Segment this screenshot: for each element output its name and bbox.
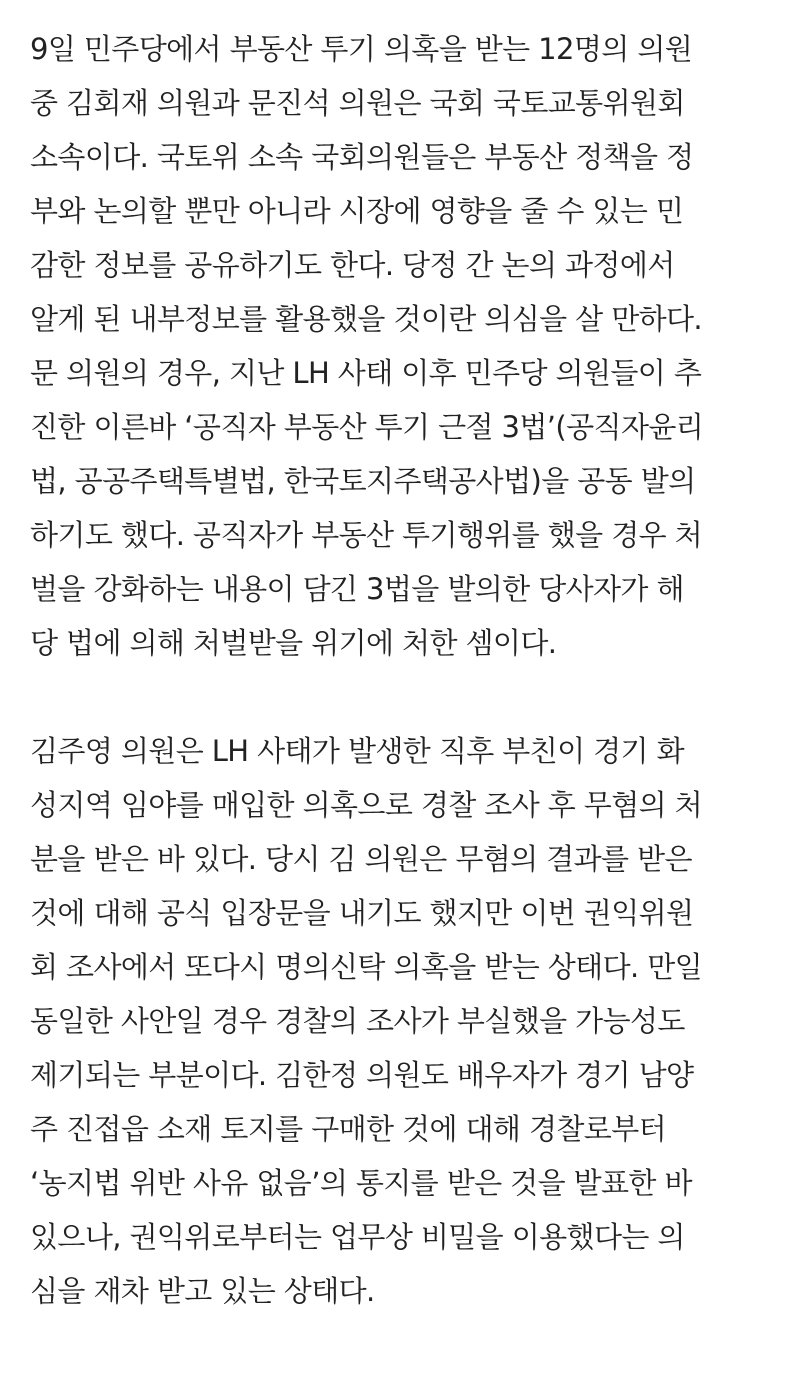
- text-line: 주 진접읍 소재 토지를 구매한 것에 대해 경찰로부터: [30, 1112, 667, 1146]
- text-line: 문 의원의 경우, 지난 LH 사태 이후 민주당 의원들이 추: [30, 356, 702, 390]
- text-line: 김주영 의원은 LH 사태가 발생한 직후 부친이 경기 화: [30, 734, 684, 768]
- text-line: ‘농지법 위반 사유 없음’의 통지를 받은 것을 발표한 바: [30, 1166, 692, 1200]
- text-line: 벌을 강화하는 내용이 담긴 3법을 발의한 당사자가 해: [30, 572, 684, 606]
- text-line: 당 법에 의해 처벌받을 위기에 처한 셈이다.: [30, 626, 557, 660]
- text-line: 제기되는 부분이다. 김한정 의원도 배우자가 경기 남양: [30, 1058, 694, 1092]
- text-line: 동일한 사안일 경우 경찰의 조사가 부실했을 가능성도: [30, 1004, 685, 1038]
- paragraph-spacer: [30, 670, 770, 724]
- text-line: 성지역 임야를 매입한 의혹으로 경찰 조사 후 무혐의 처: [30, 788, 703, 822]
- article-paragraph-2: [30, 724, 770, 1318]
- text-line: 소속이다. 국토위 소속 국회의원들은 부동산 정책을 정: [30, 140, 694, 174]
- text-line: 회 조사에서 또다시 명의신탁 의혹을 받는 상태다. 만일: [30, 950, 703, 984]
- text-line: 부와 논의할 뿐만 아니라 시장에 영향을 줄 수 있는 민: [30, 194, 684, 228]
- text-line: 9일 민주당에서 부동산 투기 의혹을 받는 12명의 의원: [30, 32, 693, 66]
- text-line: 하기도 했다. 공직자가 부동산 투기행위를 했을 경우 처: [30, 518, 703, 552]
- text-line: 것에 대해 공식 입장문을 내기도 했지만 이번 권익위원: [30, 896, 694, 930]
- text-line: 진한 이른바 ‘공직자 부동산 투기 근절 3법’(공직자윤리: [30, 410, 704, 444]
- text-line: 알게 된 내부정보를 활용했을 것이란 의심을 살 만하다.: [30, 302, 703, 336]
- text-line: 감한 정보를 공유하기도 한다. 당정 간 논의 과정에서: [30, 248, 675, 282]
- text-line: 있으나, 권익위로부터는 업무상 비밀을 이용했다는 의: [30, 1220, 685, 1254]
- text-line: 중 김회재 의원과 문진석 의원은 국회 국토교통위원회: [30, 86, 685, 120]
- article-paragraph-1: [30, 22, 770, 670]
- text-line: 분을 받은 바 있다. 당시 김 의원은 무혐의 결과를 받은: [30, 842, 692, 876]
- text-line: 심을 재차 받고 있는 상태다.: [30, 1274, 375, 1308]
- text-line: 법, 공공주택특별법, 한국토지주택공사법)을 공동 발의: [30, 464, 696, 498]
